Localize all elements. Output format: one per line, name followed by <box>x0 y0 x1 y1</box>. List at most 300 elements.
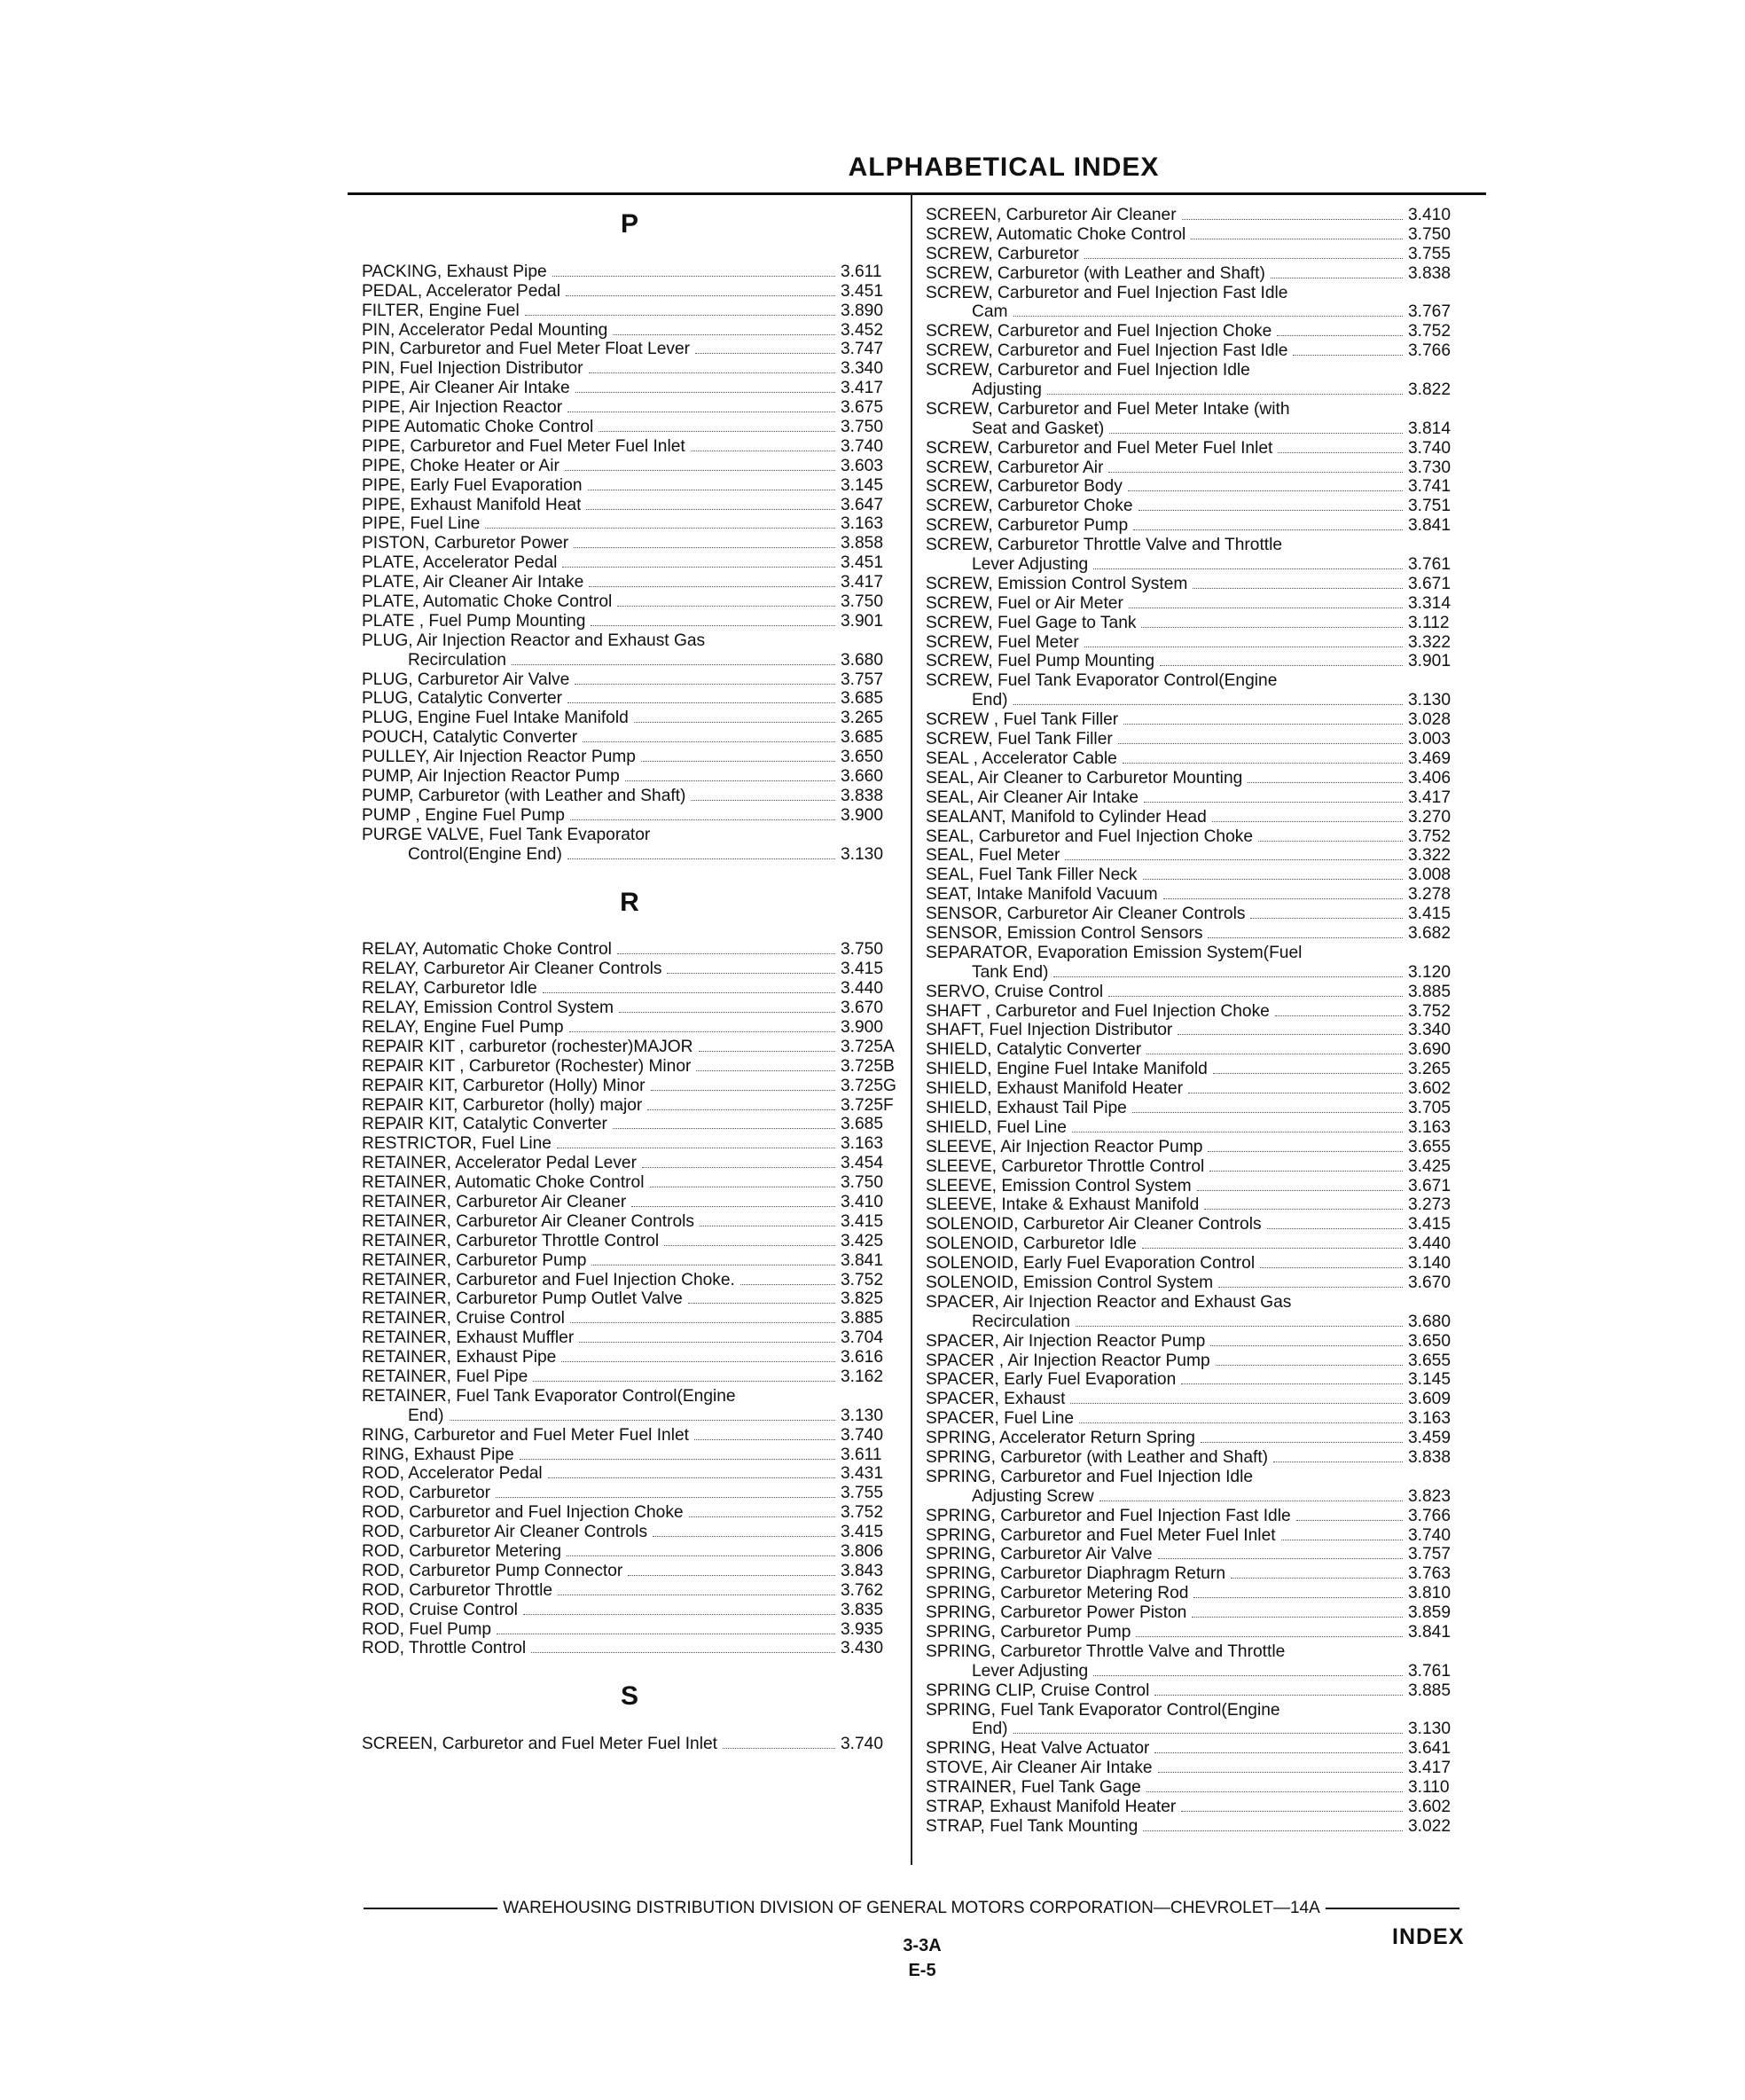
entry-description: STOVE, Air Cleaner Air Intake <box>926 1759 1153 1778</box>
entry-description: STRAINER, Fuel Tank Gage <box>926 1778 1141 1798</box>
entry-description: SLEEVE, Carburetor Throttle Control <box>926 1156 1205 1176</box>
entry-page-number: 3.145 <box>841 475 884 495</box>
dot-leader <box>1158 1558 1403 1559</box>
entry-page-number: 3.725G <box>841 1076 896 1095</box>
index-entry <box>362 1464 897 1484</box>
dot-leader <box>613 1128 835 1129</box>
page-title: ALPHABETICAL INDEX <box>848 153 1160 182</box>
entry-description: SOLENOID, Early Fuel Evaporation Control <box>926 1254 1256 1273</box>
section-gap <box>362 865 897 884</box>
dot-leader <box>1013 1733 1403 1734</box>
entry-page-number: 3.730 <box>1408 458 1452 477</box>
dot-leader <box>664 1245 835 1246</box>
entry-description: RETAINER, Carburetor Pump Outlet Valve <box>362 1289 683 1309</box>
index-entry <box>362 1232 897 1251</box>
entry-page-number: 3.761 <box>1408 555 1452 575</box>
entry-description: End) <box>972 1720 1008 1739</box>
section-letter-heading: S <box>620 1681 638 1712</box>
entry-description: SCREW, Fuel Gage to Tank <box>926 613 1137 632</box>
index-entry <box>926 477 1465 497</box>
entry-page-number: 3.900 <box>841 1017 884 1037</box>
entry-page-number: 3.838 <box>1408 263 1452 283</box>
index-entry <box>926 905 1465 924</box>
entry-description: SPRING, Carburetor Power Piston <box>926 1603 1187 1623</box>
index-entry <box>926 1234 1465 1254</box>
entry-page-number: 3.410 <box>1408 206 1452 224</box>
entry-description: SHIELD, Exhaust Tail Pipe <box>926 1098 1127 1117</box>
page-number: 3-3A <box>903 1936 942 1955</box>
entry-page-number: 3.602 <box>1408 1798 1452 1817</box>
entry-description: PIN, Accelerator Pedal Mounting <box>362 320 608 340</box>
dot-leader <box>1154 1752 1403 1753</box>
index-entry <box>926 594 1465 614</box>
index-entry <box>926 1584 1465 1603</box>
entry-page-number: 3.655 <box>1408 1137 1452 1156</box>
entry-description: PUMP , Engine Fuel Pump <box>362 805 565 825</box>
entry-page-number: 3.757 <box>1408 1545 1452 1564</box>
entry-page-number: 3.130 <box>1408 691 1452 710</box>
entry-description: Control(Engine End) <box>408 844 562 864</box>
index-entry <box>362 282 897 302</box>
entry-description: RETAINER, Fuel Pipe <box>362 1367 528 1386</box>
entry-description: Recirculation <box>972 1312 1070 1331</box>
entry-page-number: 3.265 <box>1408 1060 1452 1079</box>
entry-description: RELAY, Engine Fuel Pump <box>362 1017 564 1037</box>
dot-leader <box>1013 316 1403 317</box>
dot-leader <box>625 780 835 781</box>
entry-description: SCREW, Fuel Pump Mounting <box>926 652 1155 671</box>
entry-page-number: 3.140 <box>1408 1254 1452 1273</box>
index-entry-continuation <box>926 1720 1465 1739</box>
index-entry <box>926 885 1465 905</box>
entry-page-number: 3.814 <box>1408 419 1452 438</box>
index-entry <box>926 1215 1465 1234</box>
entry-description: RETAINER, Accelerator Pedal Lever <box>362 1154 637 1173</box>
entry-page-number: 3.616 <box>841 1348 884 1367</box>
index-entry <box>362 612 897 631</box>
dot-leader <box>512 664 835 665</box>
entry-description: PLATE, Air Cleaner Air Intake <box>362 573 584 592</box>
entry-description: SPRING, Carburetor (with Leather and Shaft) <box>926 1448 1269 1467</box>
entry-description: ROD, Cruise Control <box>362 1600 518 1619</box>
index-entry <box>926 1293 1465 1312</box>
entry-description: PIPE, Air Injection Reactor <box>362 398 563 418</box>
index-entry <box>362 1735 897 1754</box>
entry-description: ROD, Carburetor Metering <box>362 1542 561 1561</box>
entry-page-number: 3.680 <box>1408 1312 1452 1331</box>
index-entry-continuation <box>926 555 1465 575</box>
entry-page-number: 3.823 <box>1408 1486 1452 1506</box>
entry-description: SENSOR, Carburetor Air Cleaner Controls <box>926 905 1246 924</box>
entry-page-number: 3.750 <box>1408 224 1452 244</box>
entry-description: SPRING, Carburetor and Fuel Injection Idle <box>926 1467 1254 1486</box>
dot-leader <box>496 1497 835 1498</box>
entry-page-number: 3.766 <box>1408 1506 1452 1525</box>
index-entry-continuation <box>926 1312 1465 1332</box>
entry-page-number: 3.415 <box>1408 905 1452 924</box>
dot-leader <box>574 547 835 548</box>
entry-page-number: 3.761 <box>1408 1661 1452 1681</box>
index-entry <box>926 1817 1465 1837</box>
entry-page-number: 3.163 <box>841 514 884 534</box>
entry-page-number: 3.841 <box>841 1250 884 1270</box>
entry-description: PLUG, Air Injection Reactor and Exhaust Gas <box>362 631 706 650</box>
entry-page-number: 3.740 <box>841 1425 884 1445</box>
index-entry <box>362 1057 897 1077</box>
index-entry-continuation <box>362 1407 897 1426</box>
entry-page-number: 3.120 <box>1408 962 1452 982</box>
entry-description: SCREW, Carburetor Air <box>926 458 1104 477</box>
entry-page-number: 3.740 <box>841 1735 884 1754</box>
entry-page-number: 3.675 <box>841 398 884 418</box>
dot-leader <box>1197 1190 1403 1191</box>
index-entry <box>926 1138 1465 1157</box>
entry-description: SCREW, Carburetor and Fuel Injection Fast Idle <box>926 283 1288 302</box>
index-entry <box>362 1367 897 1387</box>
index-entry <box>926 206 1465 225</box>
index-entry <box>362 262 897 282</box>
entry-description: SCREW, Carburetor <box>926 244 1079 263</box>
index-entry <box>362 1077 897 1096</box>
index-entry <box>362 979 897 999</box>
left-index-column <box>362 206 897 1754</box>
entry-description: SHIELD, Engine Fuel Intake Manifold <box>926 1060 1208 1079</box>
entry-page-number: 3.763 <box>1408 1564 1452 1584</box>
dot-leader <box>561 1361 835 1362</box>
entry-page-number: 3.270 <box>1408 807 1452 827</box>
entry-description: FILTER, Engine Fuel <box>362 301 520 320</box>
index-entry <box>926 361 1465 380</box>
entry-page-number: 3.163 <box>1408 1117 1452 1137</box>
dot-leader <box>691 800 835 801</box>
entry-description: RETAINER, Exhaust Muffler <box>362 1328 575 1348</box>
entry-page-number: 3.655 <box>1408 1351 1452 1370</box>
entry-page-number: 3.410 <box>841 1192 884 1211</box>
entry-page-number: 3.704 <box>841 1328 884 1348</box>
entry-page-number: 3.440 <box>1408 1234 1452 1254</box>
entry-description: PURGE VALVE, Fuel Tank Evaporator <box>362 825 651 844</box>
dot-leader <box>1210 1345 1403 1346</box>
entry-page-number: 3.265 <box>841 709 884 728</box>
dot-leader <box>565 470 835 471</box>
entry-page-number: 3.130 <box>1408 1720 1452 1739</box>
index-entry <box>926 749 1465 769</box>
dot-leader <box>723 1748 835 1749</box>
entry-description: SCREW, Fuel Tank Evaporator Control(Engine <box>926 671 1278 691</box>
index-entry <box>362 514 897 534</box>
entry-page-number: 3.028 <box>1408 710 1452 730</box>
index-entry <box>362 940 897 960</box>
dot-leader <box>617 606 835 607</box>
dot-leader <box>1163 898 1403 899</box>
dot-leader <box>586 509 835 510</box>
entry-page-number: 3.406 <box>1408 768 1452 788</box>
dot-leader <box>1128 490 1403 491</box>
entry-description: SHAFT , Carburetor and Fuel Injection Choke <box>926 1001 1270 1021</box>
entry-page-number: 3.650 <box>841 748 884 767</box>
index-entry <box>362 709 897 728</box>
dot-leader <box>1216 1365 1403 1366</box>
index-entry <box>362 1328 897 1348</box>
dot-leader <box>1293 355 1403 356</box>
index-entry <box>362 1173 897 1193</box>
entry-description: SEAL, Fuel Tank Filler Neck <box>926 866 1138 885</box>
entry-page-number: 3.890 <box>841 301 884 320</box>
dot-leader <box>1139 510 1403 511</box>
entry-page-number: 3.680 <box>841 650 884 670</box>
entry-description: SCREW, Carburetor and Fuel Meter Fuel Inlet <box>926 438 1273 458</box>
entry-description: PIPE, Choke Heater or Air <box>362 456 559 475</box>
entry-page-number: 3.647 <box>841 495 884 514</box>
entry-description: SHIELD, Catalytic Converter <box>926 1040 1142 1060</box>
entry-page-number: 3.752 <box>1408 1001 1452 1021</box>
index-entry <box>362 1193 897 1212</box>
index-entry-continuation <box>926 419 1465 439</box>
index-entry <box>926 1448 1465 1468</box>
dot-leader <box>1248 782 1403 783</box>
entry-description: SLEEVE, Air Injection Reactor Pump <box>926 1137 1203 1156</box>
entry-page-number: 3.755 <box>1408 244 1452 263</box>
dot-leader <box>1218 1287 1403 1288</box>
index-entry <box>926 1759 1465 1778</box>
entry-page-number: 3.810 <box>1408 1584 1452 1603</box>
index-entry <box>926 1177 1465 1196</box>
entry-page-number: 3.340 <box>841 359 884 379</box>
dot-leader <box>583 741 835 742</box>
entry-description: SPRING CLIP, Cruise Control <box>926 1681 1150 1700</box>
entry-page-number: 3.110 <box>1408 1778 1450 1798</box>
entry-page-number: 3.609 <box>1408 1390 1452 1409</box>
entry-description: ROD, Carburetor and Fuel Injection Choke <box>362 1503 684 1523</box>
blank-row <box>362 1715 897 1735</box>
dot-leader <box>1193 588 1403 589</box>
entry-page-number: 3.752 <box>1408 322 1452 341</box>
entry-page-number: 3.003 <box>1408 730 1452 749</box>
entry-description: SEAL, Air Cleaner to Carburetor Mounting <box>926 768 1243 788</box>
entry-description: PUMP, Carburetor (with Leather and Shaft) <box>362 786 686 805</box>
entry-description: Tank End) <box>972 962 1049 982</box>
entry-description: RETAINER, Carburetor Air Cleaner Controls <box>362 1211 694 1231</box>
index-entry <box>926 846 1465 866</box>
entry-description: SPRING, Fuel Tank Evaporator Control(Engine <box>926 1700 1280 1720</box>
index-entry <box>362 457 897 476</box>
index-entry <box>926 710 1465 730</box>
entry-page-number: 3.752 <box>1408 827 1452 846</box>
index-entry <box>362 1446 897 1465</box>
entry-page-number: 3.415 <box>841 1211 884 1231</box>
index-entry <box>362 1484 897 1503</box>
entry-page-number: 3.459 <box>1408 1429 1452 1448</box>
entry-page-number: 3.685 <box>841 689 884 709</box>
dot-leader <box>694 1439 835 1440</box>
entry-description: PIN, Fuel Injection Distributor <box>362 359 583 379</box>
dot-leader <box>696 1070 835 1071</box>
entry-description: SPRING, Carburetor Air Valve <box>926 1545 1153 1564</box>
entry-page-number: 3.762 <box>841 1580 884 1600</box>
dot-leader <box>1208 937 1403 938</box>
index-entry <box>926 1273 1465 1293</box>
entry-description: PULLEY, Air Injection Reactor Pump <box>362 748 636 767</box>
dot-leader <box>589 586 835 587</box>
dot-leader <box>688 1303 835 1304</box>
dot-leader <box>485 528 835 529</box>
index-entry <box>926 983 1465 1002</box>
dot-leader <box>642 1167 835 1168</box>
dot-leader <box>1181 1811 1403 1812</box>
index-entry <box>926 1429 1465 1448</box>
dot-leader <box>599 431 835 432</box>
index-entry <box>362 1503 897 1523</box>
index-entry <box>926 284 1465 303</box>
entry-description: PLUG, Engine Fuel Intake Manifold <box>362 709 629 728</box>
dot-leader <box>1278 452 1403 453</box>
dot-leader <box>567 411 835 412</box>
index-entry <box>926 1099 1465 1118</box>
dot-leader <box>1109 433 1403 434</box>
index-entry <box>362 1251 897 1271</box>
index-entry <box>926 652 1465 671</box>
index-entry <box>926 1118 1465 1138</box>
entry-page-number: 3.838 <box>1408 1448 1452 1467</box>
entry-page-number: 3.751 <box>1408 497 1452 516</box>
entry-description: Adjusting <box>972 380 1042 400</box>
section-gap <box>362 1658 897 1678</box>
dot-leader <box>543 992 835 993</box>
index-entry <box>362 806 897 826</box>
entry-page-number: 3.752 <box>841 1503 884 1523</box>
entry-page-number: 3.671 <box>1408 1176 1452 1195</box>
index-entry <box>926 924 1465 944</box>
index-entry <box>362 592 897 612</box>
entry-description: SCREW, Carburetor and Fuel Injection Fast Idle <box>926 341 1288 361</box>
index-entry <box>926 1370 1465 1390</box>
entry-page-number: 3.417 <box>841 573 884 592</box>
index-entry <box>926 1409 1465 1429</box>
entry-page-number: 3.705 <box>1408 1098 1452 1117</box>
dot-leader <box>699 1051 835 1052</box>
dot-leader <box>1136 1636 1403 1637</box>
section-letter-heading: R <box>620 887 639 917</box>
entry-page-number: 3.670 <box>1408 1273 1452 1292</box>
entry-page-number: 3.451 <box>841 553 884 573</box>
dot-leader <box>1178 1034 1403 1035</box>
entry-page-number: 3.314 <box>1408 593 1452 613</box>
index-entry <box>926 1157 1465 1177</box>
index-entry <box>926 1623 1465 1642</box>
index-entry <box>926 1021 1465 1040</box>
entry-description: PIPE, Exhaust Manifold Heat <box>362 495 582 514</box>
entry-page-number: 3.685 <box>841 1115 884 1134</box>
entry-page-number: 3.725F <box>841 1095 894 1115</box>
dot-leader <box>1192 1617 1403 1618</box>
index-entry <box>926 225 1465 245</box>
entry-page-number: 3.900 <box>841 805 884 825</box>
index-entry <box>926 671 1465 691</box>
entry-description: PACKING, Exhaust Pipe <box>362 262 547 281</box>
index-entry <box>926 1798 1465 1817</box>
entry-page-number: 3.901 <box>1408 652 1452 671</box>
index-entry <box>926 866 1465 885</box>
entry-description: SCREW, Carburetor Choke <box>926 497 1133 516</box>
index-entry <box>926 827 1465 847</box>
entry-page-number: 3.278 <box>1408 885 1452 905</box>
dot-leader <box>1047 394 1403 395</box>
entry-description: SCREW, Fuel Tank Filler <box>926 730 1113 749</box>
dot-leader <box>740 1284 835 1285</box>
entry-page-number: 3.885 <box>841 1309 884 1328</box>
index-entry <box>926 1352 1465 1371</box>
index-entry <box>362 1134 897 1154</box>
index-entry <box>926 497 1465 516</box>
entry-description: Lever Adjusting <box>972 555 1089 575</box>
index-entry <box>362 1154 897 1173</box>
entry-page-number: 3.611 <box>841 1445 882 1464</box>
entry-page-number: 3.163 <box>1408 1409 1452 1429</box>
dot-leader <box>591 625 835 626</box>
entry-description: SERVO, Cruise Control <box>926 982 1104 1001</box>
entry-page-number: 3.901 <box>841 611 884 631</box>
dot-leader <box>1123 763 1403 764</box>
index-entry <box>926 1642 1465 1662</box>
entry-description: RELAY, Carburetor Air Cleaner Controls <box>362 960 662 979</box>
index-entry <box>362 670 897 690</box>
dot-leader <box>1076 1326 1403 1327</box>
entry-page-number: 3.611 <box>841 262 882 281</box>
entry-description: RELAY, Emission Control System <box>362 999 614 1018</box>
dot-leader <box>575 392 835 393</box>
index-entry <box>926 1390 1465 1409</box>
index-entry <box>362 826 897 845</box>
dot-leader <box>1160 665 1403 666</box>
dot-leader <box>1084 258 1403 259</box>
entry-description: End) <box>972 691 1008 710</box>
entry-description: SPRING, Carburetor Metering Rod <box>926 1584 1189 1603</box>
dot-leader <box>613 334 835 335</box>
dot-leader <box>695 353 835 354</box>
dot-leader <box>651 1090 835 1091</box>
footer-rule-right <box>1326 1908 1459 1909</box>
footer-rule-left <box>364 1908 497 1909</box>
index-entry <box>362 1038 897 1057</box>
entry-description: SHAFT, Fuel Injection Distributor <box>926 1021 1173 1040</box>
entry-description: PLATE , Fuel Pump Mounting <box>362 611 586 631</box>
entry-page-number: 3.008 <box>1408 866 1452 885</box>
entry-description: SPACER, Air Injection Reactor and Exhaust Gas <box>926 1292 1292 1312</box>
entry-description: RELAY, Automatic Choke Control <box>362 940 612 960</box>
index-entry-continuation <box>362 651 897 670</box>
index-entry <box>362 1387 897 1407</box>
dot-leader <box>1213 1073 1403 1074</box>
dot-leader <box>1208 1151 1403 1152</box>
dot-leader <box>653 1536 835 1537</box>
index-entry <box>926 1060 1465 1079</box>
index-entry-continuation <box>362 845 897 865</box>
entry-description: RING, Exhaust Pipe <box>362 1445 514 1464</box>
dot-leader <box>619 1012 835 1013</box>
dot-leader <box>525 315 835 316</box>
entry-page-number: 3.682 <box>1408 923 1452 943</box>
entry-description: SCREW, Automatic Choke Control <box>926 224 1186 244</box>
dot-leader <box>579 1342 835 1343</box>
index-entry <box>362 960 897 979</box>
index-entry-continuation <box>926 1662 1465 1681</box>
index-entry-continuation <box>926 1487 1465 1507</box>
index-entry <box>362 1426 897 1446</box>
index-entry-continuation <box>926 691 1465 710</box>
entry-page-number: 3.130 <box>841 1406 884 1425</box>
entry-page-number: 3.340 <box>1408 1021 1452 1040</box>
entry-description: ROD, Carburetor Pump Connector <box>362 1561 623 1580</box>
